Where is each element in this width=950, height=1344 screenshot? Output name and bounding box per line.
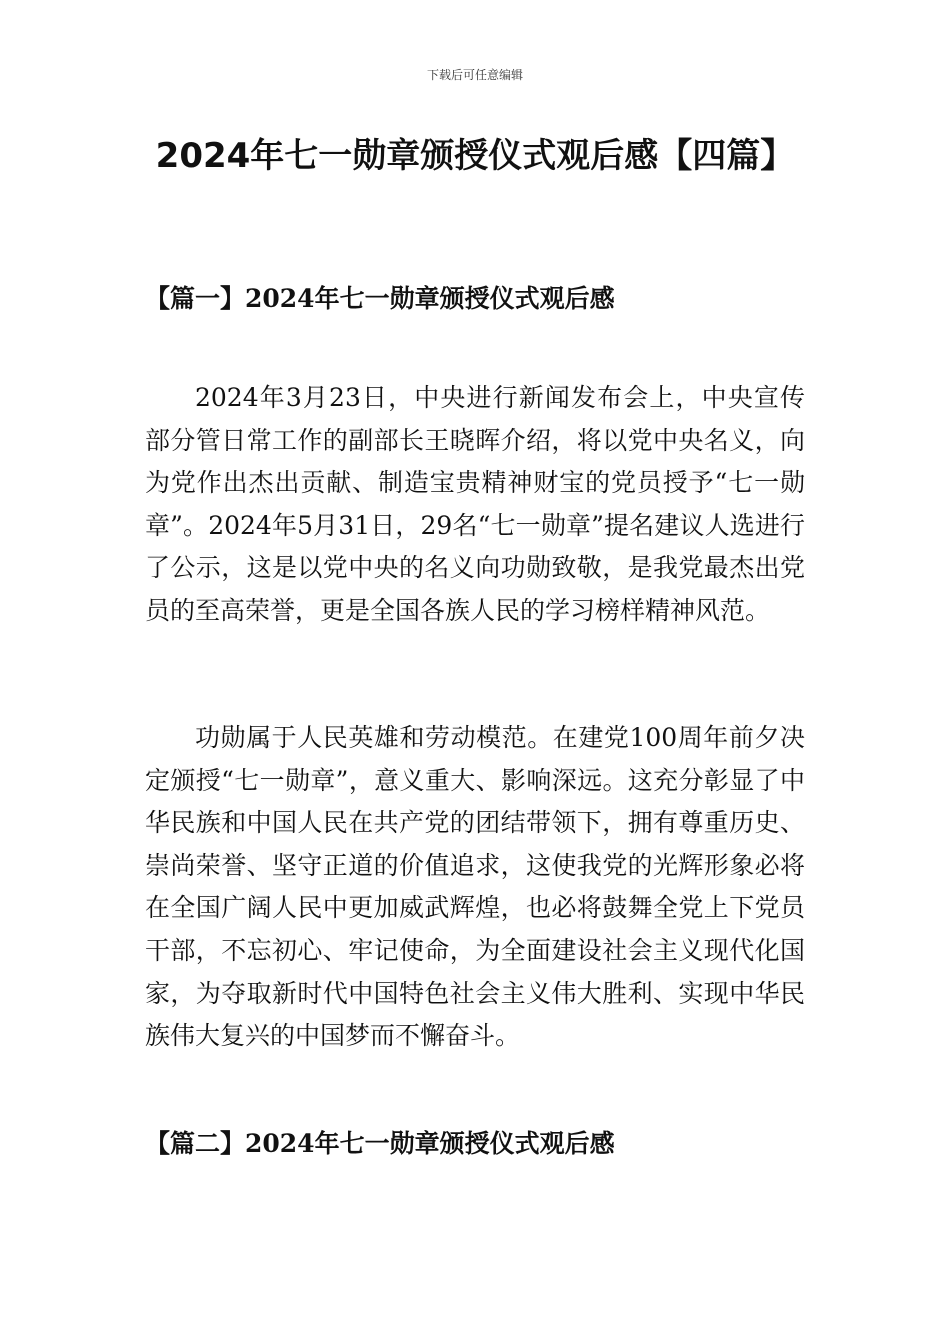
header-note: 下载后可任意编辑 [426, 68, 523, 82]
document-title: 2024年七一勋章颁授仪式观后感【四篇】 [155, 136, 795, 176]
section-1-paragraph-2: 功勋属于人民英雄和劳动模范。在建党100周年前夕决定颁授“七一勋章”，意义重大、影响深远。这充分彰显了中华民族和中国人民在共产党的团结带领下，拥有尊重历史、崇尚荣誉、坚守正道的价值追求，这使我党的光辉形象必将在全国广阔人民中更加威武辉煌，也必将鼓舞全党上下党员干部，不忘初心、牢记使命，为全面建设社会主义现代化国家，为夺取新时代中国特色社会主义伟大胜利、实现中华民族伟大复兴的中国梦而不懈奋斗。 [145, 723, 805, 1051]
section-heading-1: 【篇一】2024年七一勋章颁授仪式观后感 [145, 284, 615, 313]
section-1-paragraph-1: 2024年3月23日，中央进行新闻发布会上，中央宣传部分管日常工作的副部长王晓晖介绍，将以党中央名义，向为党作出杰出贡献、制造宝贵精神财宝的党员授予“七一勋章”。2024年5月31日，29名“七一勋章”提名建议人选进行了公示，这是以党中央的名义向功勋致敬，是我党最杰出党员的至高荣誉，更是全国各族人民的学习榜样精神风范。 [145, 383, 805, 625]
section-heading-2: 【篇二】2024年七一勋章颁授仪式观后感 [145, 1129, 615, 1158]
